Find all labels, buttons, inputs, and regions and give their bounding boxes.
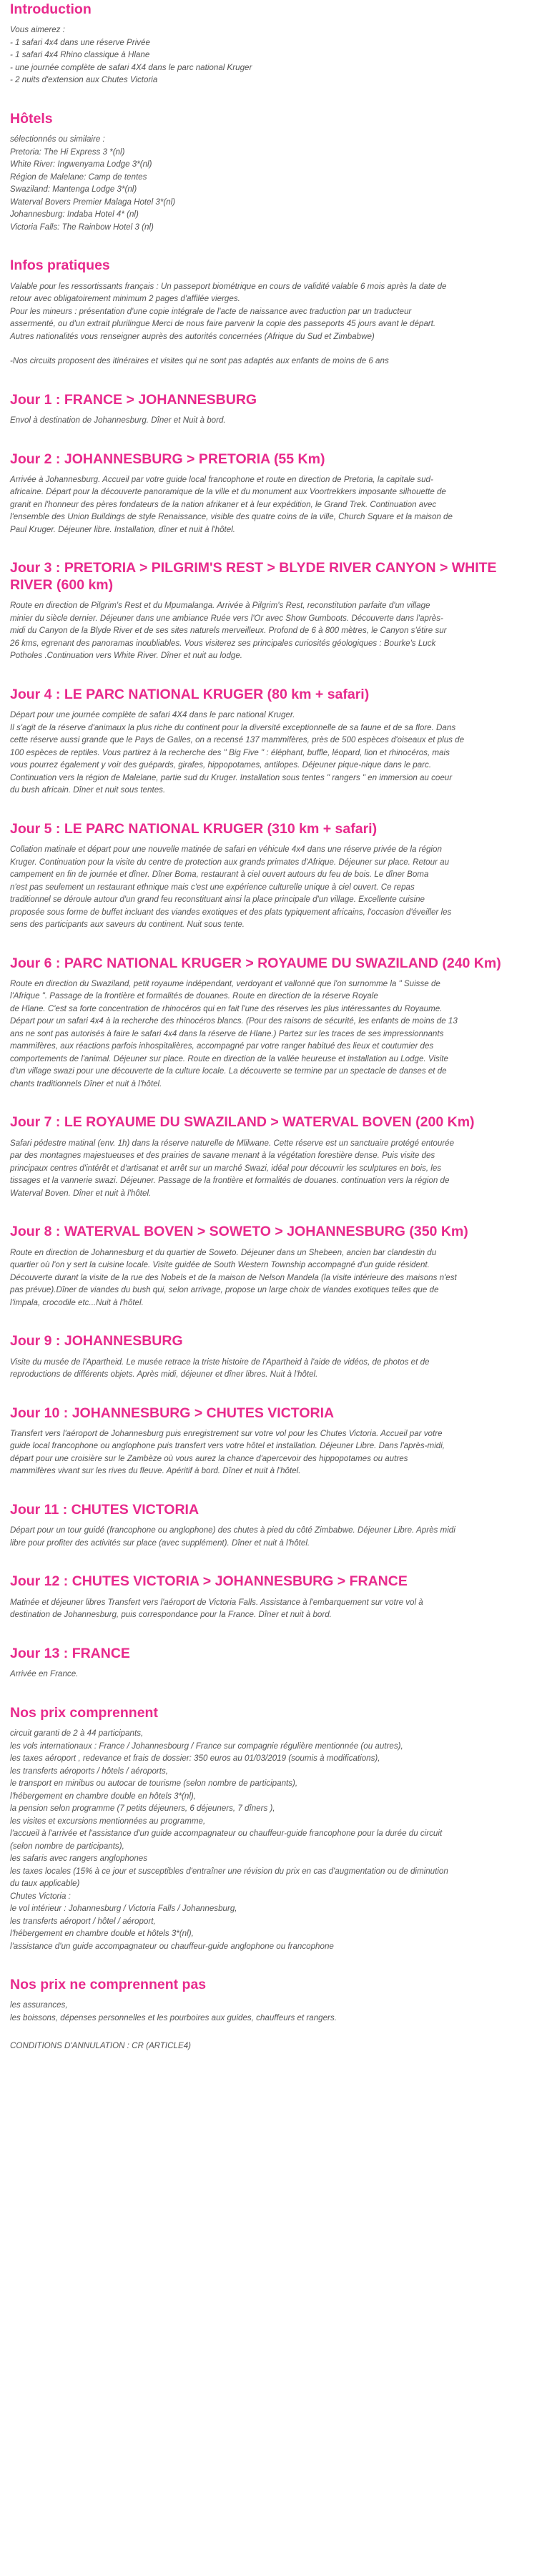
text-line: les taxes aéroport , redevance et frais de dossier: 350 euros au 01/03/2019 (soumis à modifications),: [10, 1754, 380, 1764]
text-line: vous pourrez également y voir des guépards, girafes, hippopotames, antilopes. Déjeuner pique-nique dans le parc.: [10, 760, 432, 770]
text-line: Paul Kruger. Déjeuner libre. Installation, dîner et nuit à l'hôtel.: [10, 524, 235, 534]
text-line: assermenté, ou d'un extrait plurilingue Merci de nous faire parvenir la copie des passeports 45 jours avant le départ.: [10, 319, 436, 329]
day-heading: Jour 12 : CHUTES VICTORIA > JOHANNESBURG > FRANCE: [10, 1573, 408, 1590]
text-line: - 1 safari 4x4 dans une réserve Privée: [10, 37, 150, 47]
itinerary-days: [10, 392, 533, 1681]
text-line: 26 kms, egrenant des panoramas inoubliables. Vous visiterez ses principales curiosités géologiques : Bourke's Luck: [10, 638, 436, 648]
excluded-section: [10, 1977, 533, 2024]
text-line: quartier où l'on y sert la cuisine locale. Visite guidée de South Western Township accompagné d'un guide résident.: [10, 1260, 430, 1270]
text-line: du taux applicable): [10, 1879, 80, 1889]
day-description: [10, 1247, 533, 1309]
text-line: guide local francophone ou anglophone puis transfert vers votre hôtel et installation. Déjeuner Libre. Dans l'après-midi,: [10, 1441, 445, 1451]
text-line: les taxes locales (15% à ce jour et susceptibles d'entraîner une révision du prix en cas d'augmentation ou de diminution: [10, 1866, 448, 1876]
text-line: le transport en minibus ou autocar de tourisme (selon nombre de participants),: [10, 1779, 298, 1789]
text-line: d'un village swazi pour une découverte de la culture locale. La découverte se termine par un spectacle de danses et de: [10, 1066, 447, 1076]
text-line: les vols internationaux : France / Johannesbourg / France sur compagnie régulière mentionnée (ou autres),: [10, 1741, 403, 1751]
excluded-text: [10, 1999, 533, 2024]
day-section: [10, 1333, 533, 1380]
text-line: White River: Ingwenyama Lodge 3*(nl): [10, 159, 152, 169]
introduction-heading: Introduction: [10, 1, 92, 17]
day-section: [10, 1224, 533, 1309]
text-line: sens des participants aux saveurs du continent. Nuit sous tente.: [10, 920, 245, 930]
text-line: l'hébergement en chambre double et hôtels 3*(nl),: [10, 1929, 194, 1939]
text-line: comportements de l'animal. Déjeuner sur place. Route en direction de la vallée heureuse et installation au Lodge. Visite: [10, 1053, 448, 1063]
introduction-text: [10, 24, 533, 87]
text-line: Transfert vers l'aéroport de Johannesburg puis enregistrement sur votre vol pour les Chutes Victoria. Accueil par votre: [10, 1428, 443, 1438]
excluded-heading: Nos prix ne comprennent pas: [10, 1977, 207, 1993]
day-heading: Jour 5 : LE PARC NATIONAL KRUGER (310 km + safari): [10, 820, 378, 837]
text-line: Route en direction de Pilgrim's Rest et du Mpumalanga. Arrivée à Pilgrim's Rest, reconstitution parfaite d'un village: [10, 601, 430, 611]
text-line: les transferts aéroports / hôtels / aéroports,: [10, 1766, 169, 1776]
text-line: Arrivée en France.: [10, 1669, 79, 1679]
hotels-heading: Hôtels: [10, 110, 53, 127]
text-line: Visite du musée de l'Apartheid. Le musée retrace la triste histoire de l'Apartheid à l'aide de vidéos, de photos et de: [10, 1357, 430, 1367]
text-line: Envol à destination de Johannesburg. Dîner et Nuit à bord.: [10, 416, 226, 426]
day-section: [10, 560, 533, 662]
text-line: granit en l'honneur des pères fondateurs de la nation afrikaner et à leur expédition, le Grand Trek. Continuation avec: [10, 499, 437, 509]
text-line: africaine. Départ pour la découverte panoramique de la ville et du monument aux Voortrekkers imposante silhouette de: [10, 487, 446, 497]
day-description: [10, 1427, 533, 1478]
text-line: Waterval Boven. Dîner et nuit à l'hôtel.: [10, 1188, 152, 1198]
day-section: [10, 687, 533, 797]
text-line: n'est pas seulement un restaurant ethnique mais c'est une expérience culturelle unique à ciel ouvert. Ce repas: [10, 882, 415, 892]
text-line: l'Afrique ". Passage de la frontière et formalités de douanes. Route en direction de la réserve Royale: [10, 991, 378, 1001]
text-line: les transferts aéroport / hôtel / aéroport,: [10, 1916, 156, 1926]
text-line: Kruger. Continuation pour la visite du centre de protection aux grands primates d'Afrique. Déjeuner sur place. Retour au: [10, 857, 450, 867]
text-line: les assurances,: [10, 2000, 68, 2010]
text-line: Potholes .Continuation vers White River. Dîner et nuit au lodge.: [10, 651, 243, 661]
text-line: ans ne sont pas autorisés à faire le safari 4x4 dans la réserve de Hlane.) Partez sur les traces de ses impressionnants: [10, 1028, 444, 1038]
text-line: destination de Johannesburg, puis correspondance pour la France. Dîner et nuit à bord.: [10, 1610, 332, 1620]
day-heading: Jour 8 : WATERVAL BOVEN > SOWETO > JOHANNESBURG (350 Km): [10, 1224, 468, 1240]
day-description: [10, 709, 533, 797]
included-heading: Nos prix comprennent: [10, 1704, 158, 1721]
text-line: mammifères, aux réactions parfois inhospitalières, accompagné par votre ranger habitué des lieux et coutumier des: [10, 1041, 434, 1051]
text-line: les safaris avec rangers anglophones: [10, 1854, 148, 1864]
day-description: [10, 978, 533, 1091]
day-heading: Jour 9 : JOHANNESBURG: [10, 1333, 183, 1350]
text-line: Victoria Falls: The Rainbow Hotel 3 (nl): [10, 222, 154, 232]
introduction-section: [10, 1, 533, 87]
text-line: traditionnel se déroule autour d'un grand feu reconstituant ainsi la place principale d'un village. Excellente cuisine: [10, 895, 425, 905]
text-line: (selon nombre de participants),: [10, 1841, 124, 1851]
day-description: [10, 1356, 533, 1381]
text-line: Valable pour les ressortissants français : Un passeport biométrique en cours de validité valable 6 mois après la date de: [10, 281, 447, 291]
day-description: [10, 414, 533, 427]
text-line: Waterval Bovers Premier Malaga Hotel 3*(nl): [10, 197, 176, 207]
day-heading: Jour 6 : PARC NATIONAL KRUGER > ROYAUME DU SWAZILAND (240 Km): [10, 955, 501, 971]
infos-text: [10, 280, 533, 368]
text-line: Swaziland: Mantenga Lodge 3*(nl): [10, 185, 137, 195]
text-line: l'impala, crocodile etc...Nuit à l'hôtel.: [10, 1297, 144, 1307]
day-description: [10, 1668, 533, 1681]
day-heading: Jour 7 : LE ROYAUME DU SWAZILAND > WATERVAL BOVEN (200 Km): [10, 1114, 475, 1131]
day-description: [10, 1596, 533, 1621]
hotels-text: [10, 133, 533, 233]
text-line: les boissons, dépenses personnelles et les pourboires aux guides, chauffeurs et rangers.: [10, 2012, 337, 2022]
day-heading: Jour 4 : LE PARC NATIONAL KRUGER (80 km + safari): [10, 686, 370, 702]
text-line: 100 espèces de reptiles. Vous partirez à la recherche des " Big Five " : éléphant, buffle, léopard, lion et rhinocéros, mais: [10, 747, 450, 757]
text-line: pas prévue).Dîner de viandes du bush qui, selon arrivage, propose un large choix de viandes exotiques telles que de: [10, 1285, 439, 1295]
text-line: Départ pour un safari 4x4 à la recherche des rhinocéros blancs. (Pour des raisons de sécurité, les enfants de moins de 13: [10, 1016, 458, 1026]
text-line: Départ pour une journée complète de safari 4X4 dans le parc national Kruger.: [10, 710, 295, 720]
text-line: cette réserve aussi grande que le Pays de Galles, on a recensé 137 mammifères, près de 500 espèces d'oiseaux et plus de: [10, 735, 465, 745]
text-line: par des montagnes majestueuses et des prairies de savane menant à la végétation forestière dense. Puis visite des: [10, 1151, 435, 1161]
included-text: [10, 1727, 533, 1952]
text-line: les visites et excursions mentionnées au programme,: [10, 1816, 206, 1826]
day-description: [10, 843, 533, 931]
text-line: reproductions de différents objets. Après midi, déjeuner et dîner libres. Nuit à l'hôtel.: [10, 1370, 318, 1380]
text-line: de Hlane. C'est sa forte concentration de rhinocéros qui en fait l'une des réserves les plus intéressantes du Royaume.: [10, 1003, 443, 1013]
text-line: Continuation vers la région de Malelane, partie sud du Kruger. Installation sous tentes " rangers " en immersion au coeur: [10, 772, 453, 782]
text-line: Chutes Victoria :: [10, 1891, 71, 1901]
text-line: l'hébergement en chambre double en hôtels 3*(nl),: [10, 1791, 197, 1801]
day-description: [10, 599, 533, 662]
day-description: [10, 473, 533, 536]
text-line: départ pour une croisière sur le Zambèze où vous aurez la chance d'apercevoir des hippopotames ou autres: [10, 1453, 408, 1463]
text-line: Pour les mineurs : présentation d'une copie intégrale de l'acte de naissance avec traduction par un traducteur: [10, 306, 412, 316]
day-section: [10, 1405, 533, 1478]
day-heading: Jour 3 : PRETORIA > PILGRIM'S REST > BLYDE RIVER CANYON > WHITE RIVER (600 km): [10, 560, 497, 593]
text-line: Johannesburg: Indaba Hotel 4* (nl): [10, 210, 139, 220]
text-line: libre pour profiter des activités sur place (avec supplément). Dîner et nuit à l'hôtel.: [10, 1538, 310, 1548]
day-section: [10, 451, 533, 536]
cancellation-conditions: CONDITIONS D'ANNULATION : CR (ARTICLE4): [10, 2041, 192, 2051]
text-line: [10, 343, 533, 355]
text-line: campement en fin de journée et dîner. Dîner Boma, restaurant à ciel ouvert autours du feu de bois. Le dîner Boma: [10, 870, 429, 880]
text-line: Collation matinale et départ pour une nouvelle matinée de safari en véhicule 4x4 dans une réserve privée de la région: [10, 845, 442, 855]
text-line: principaux centres d'intérêt et d'artisanat et arrêt sur un marché Swazi, idéal pour découvrir les sculptures en bois, les: [10, 1163, 442, 1173]
day-section: [10, 1114, 533, 1199]
text-line: -Nos circuits proposent des itinéraires et visites qui ne sont pas adaptés aux enfants de moins de 6 ans: [10, 356, 389, 366]
text-line: minier du siècle dernier. Déjeuner dans une ambiance Ruée vers l'Or avec Show Gumboots. Découverte dans l'après-: [10, 613, 443, 623]
text-line: l'assistance d'un guide accompagnateur ou chauffeur-guide anglophone ou francophone: [10, 1941, 334, 1951]
day-section: [10, 821, 533, 931]
text-line: Départ pour un tour guidé (francophone ou anglophone) des chutes à pied du côté Zimbabwe. Déjeuner Libre. Après midi: [10, 1525, 455, 1535]
text-line: - 1 safari 4x4 Rhino classique à Hlane: [10, 50, 150, 60]
text-line: retour avec obligatoirement minimum 2 pages d'affilée vierges.: [10, 294, 240, 304]
day-heading: Jour 11 : CHUTES VICTORIA: [10, 1501, 199, 1518]
day-heading: Jour 10 : JOHANNESBURG > CHUTES VICTORIA: [10, 1405, 335, 1421]
text-line: chants traditionnels Dîner et nuit à l'hôtel.: [10, 1078, 162, 1088]
infos-section: [10, 257, 533, 367]
text-line: Matinée et déjeuner libres Transfert vers l'aéroport de Victoria Falls. Assistance à l'embarquement sur votre vol à: [10, 1597, 423, 1607]
text-line: la pension selon programme (7 petits déjeuners, 6 déjeuners, 7 dîners ),: [10, 1804, 275, 1814]
text-line: Route en direction du Swaziland, petit royaume indépendant, verdoyant et vallonné que l'on surnomme la " Suisse de: [10, 978, 440, 988]
text-line: Découverte durant la visite de la rue des Nobels et de la maison de Nelson Mandela (la visite intérieure des maisons n'est: [10, 1272, 457, 1282]
text-line: Route en direction de Johannesburg et du quartier de Soweto. Déjeuner dans un Shebeen, ancien bar clandestin du: [10, 1247, 437, 1257]
text-line: Pretoria: The Hi Express 3 *(nl): [10, 147, 125, 157]
text-line: proposée sous forme de buffet incluant des viandes exotiques et des plats typiquement africains, l'occasion d'éveiller les: [10, 907, 452, 917]
text-line: l'ensemble des Union Buildings de style Renaissance, visible des quatre coins de la ville, Church Square et la maison de: [10, 512, 453, 522]
text-line: circuit garanti de 2 à 44 participants,: [10, 1729, 144, 1739]
text-line: Safari pédestre matinal (env. 1h) dans la réserve naturelle de Mlilwane. Cette réserve est un sanctuaire protégé entourée: [10, 1138, 455, 1148]
day-section: [10, 1502, 533, 1549]
day-description: [10, 1137, 533, 1200]
day-section: [10, 1646, 533, 1681]
day-section: [10, 955, 533, 1091]
text-line: Arrivée à Johannesburg. Accueil par votre guide local francophone et route en direction de Pretoria, la capitale sud-: [10, 474, 433, 484]
text-line: mammifères vivant sur les rives du fleuve. Apéritif à bord. Dîner et nuit à l'hôtel.: [10, 1466, 301, 1476]
text-line: le vol intérieur : Johannesburg / Victoria Falls / Johannesburg,: [10, 1904, 237, 1914]
text-line: l'accueil à l'arrivée et l'assistance d'un guide accompagnateur ou chauffeur-guide francophone pour la durée du circuit: [10, 1829, 443, 1839]
day-heading: Jour 1 : FRANCE > JOHANNESBURG: [10, 391, 257, 408]
text-line: Autres nationalités vous renseigner auprès des autorités concernées (Afrique du Sud et Zimbabwe): [10, 331, 375, 341]
text-line: Il s'agit de la réserve d'animaux la plus riche du continent pour la diversité exceptionnelle de sa faune et de sa flore. Dans: [10, 722, 456, 732]
text-line: Vous aimerez :: [10, 25, 65, 35]
text-line: sélectionnés ou similaire :: [10, 134, 105, 144]
text-line: du bush africain. Dîner et nuit sous tentes.: [10, 785, 166, 795]
text-line: Région de Malelane: Camp de tentes: [10, 172, 147, 182]
day-section: [10, 1573, 533, 1621]
day-heading: Jour 2 : JOHANNESBURG > PRETORIA (55 Km): [10, 451, 325, 467]
included-section: [10, 1705, 533, 1952]
day-section: [10, 392, 533, 427]
infos-heading: Infos pratiques: [10, 257, 110, 274]
day-description: [10, 1524, 533, 1549]
text-line: - une journée complète de safari 4X4 dans le parc national Kruger: [10, 62, 252, 72]
text-line: tissages et la vannerie swazi. Déjeuner. Passage de la frontière et formalités de douanes. continuation vers la région de: [10, 1176, 450, 1186]
day-heading: Jour 13 : FRANCE: [10, 1645, 130, 1661]
hotels-section: [10, 111, 533, 233]
text-line: - 2 nuits d'extension aux Chutes Victoria: [10, 75, 158, 85]
text-line: midi du Canyon de la Blyde River et de ses sites naturels merveilleux. Profond de 6 à 800 mètres, le Canyon s'étire sur: [10, 626, 447, 636]
